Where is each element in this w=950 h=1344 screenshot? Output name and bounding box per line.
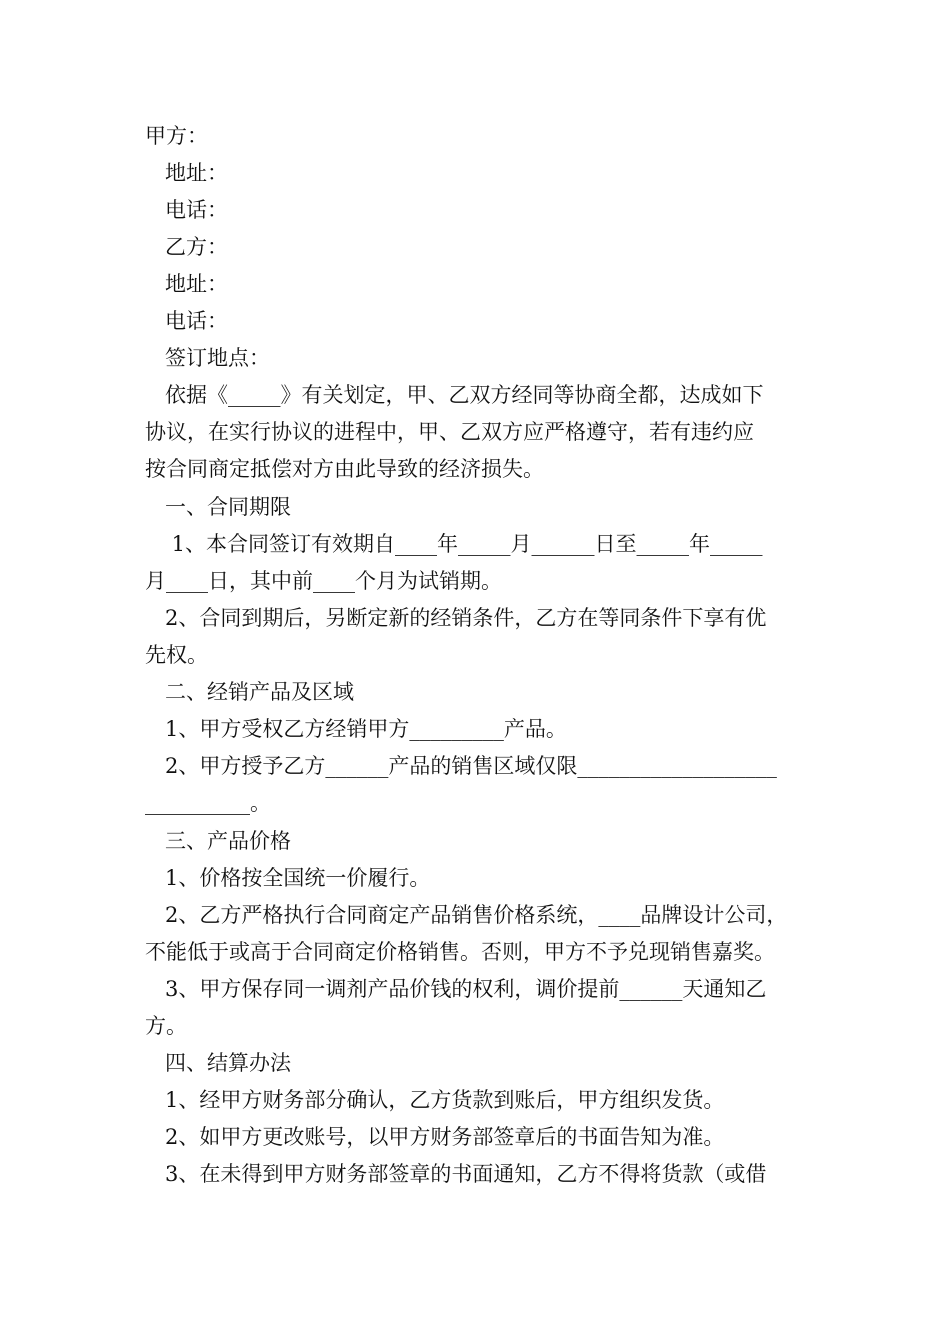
party-a-label: 甲方： [145,124,208,148]
clause-3-3-line-1: 3、甲方保存同一调剂产品价钱的权利，调价提前______天通知乙 [165,977,767,1001]
clause-4-2: 2、如甲方更改账号，以甲方财务部签章后的书面告知为准。 [165,1125,725,1149]
clause-2-1: 1、甲方受权乙方经销甲方_________产品。 [165,717,567,741]
clause-3-2-line-1: 2、乙方严格执行合同商定产品销售价格系统，____品牌设计公司， [165,903,788,927]
party-b-address: 地址： [165,272,228,296]
preamble-line-1: 依据《_____》有关划定，甲、乙双方经同等协商全都，达成如下 [165,383,764,407]
party-b-phone: 电话： [165,309,228,333]
section-heading-price: 三、产品价格 [165,829,291,853]
party-a-phone: 电话： [165,198,228,222]
preamble-line-3: 按合同商定抵偿对方由此导致的经济损失。 [145,457,544,481]
clause-3-1: 1、价格按全国统一价履行。 [165,866,431,890]
clause-3-2-line-2: 不能低于或高于合同商定价格销售。否则，甲方不予兑现销售嘉奖。 [145,940,775,964]
clause-4-3-line-1: 3、在未得到甲方财务部签章的书面通知，乙方不得将货款（或借 [165,1162,767,1186]
section-heading-products: 二、经销产品及区域 [165,680,354,704]
party-b-label: 乙方： [165,235,228,259]
clause-4-1: 1、经甲方财务部分确认，乙方货款到账后，甲方组织发货。 [165,1088,725,1112]
party-a-address: 地址： [165,161,228,185]
clause-1-2-line-1: 2、合同到期后，另断定新的经销条件，乙方在等同条件下享有优 [165,606,767,630]
preamble-line-2: 协议，在实行协议的进程中，甲、乙双方应严格遵守，若有违约应 [145,420,754,444]
clause-3-3-line-2: 方。 [145,1014,187,1038]
signing-place: 签订地点： [165,346,270,370]
clause-1-1-line-2: 月____日，其中前____个月为试销期。 [145,569,502,593]
clause-1-2-line-2: 先权。 [145,643,208,667]
section-heading-settlement: 四、结算办法 [165,1051,291,1075]
clause-1-1-line-1: 1、本合同签订有效期自____年_____月______日至_____年_____ [165,532,763,556]
clause-2-2-line-2: __________。 [145,791,271,815]
section-heading-term: 一、合同期限 [165,495,291,519]
clause-2-2-line-1: 2、甲方授予乙方______产品的销售区域仅限___________________ [165,754,777,778]
